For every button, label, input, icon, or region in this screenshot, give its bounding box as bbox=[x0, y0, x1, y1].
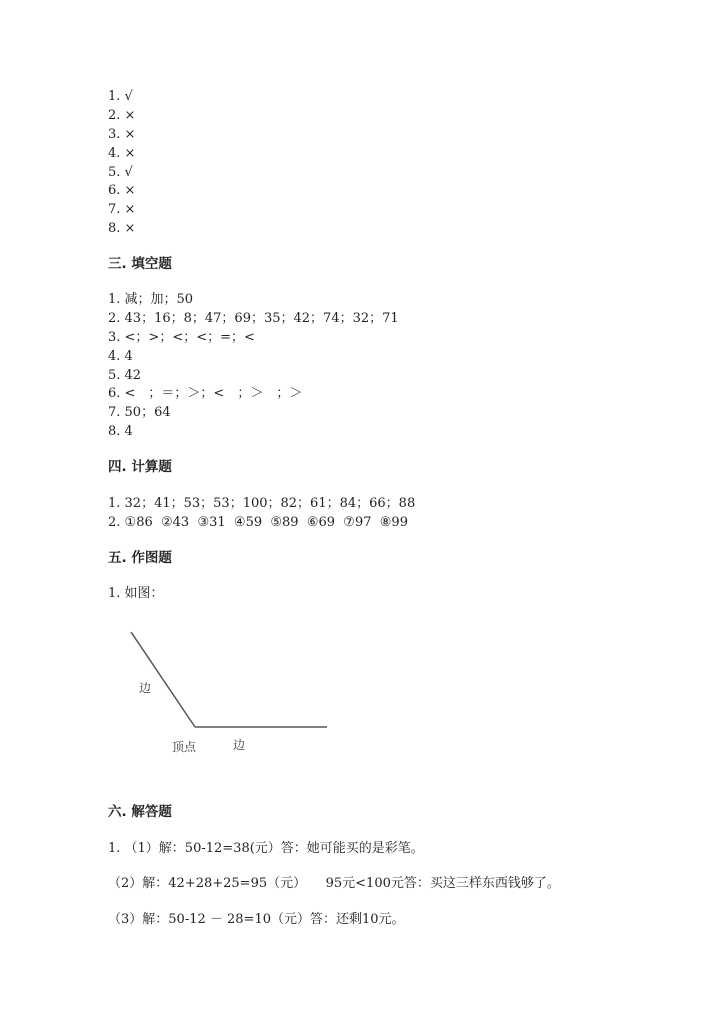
section-3-item-6: 6. < ；＝；＞；< ；＞ ；＞ bbox=[108, 386, 303, 401]
section-3-item-8: 8. 4 bbox=[108, 424, 133, 439]
section-4-item-2: 2. ①86 ②43 ③31 ④59 ⑤89 ⑥69 ⑦97 ⑧99 bbox=[108, 515, 408, 530]
angle-side-1 bbox=[131, 632, 195, 727]
section-6-item-3: （3）解：50-12 － 28=10（元）答：还剩10元。 bbox=[108, 912, 405, 927]
section-4-item-1: 1. 32；41；53；53；100；82；61；84；66；88 bbox=[108, 496, 416, 511]
section-5-item-1: 1. 如图： bbox=[108, 586, 164, 601]
section-3-item-2: 2. 43；16；8；47；69；35；42；74；32；71 bbox=[108, 311, 399, 326]
vertex-label: 顶点 bbox=[172, 740, 197, 754]
judgment-answer-5: 5. √ bbox=[108, 165, 133, 180]
judgment-answer-2: 2. × bbox=[108, 108, 136, 123]
judgment-answer-3: 3. × bbox=[108, 127, 136, 142]
section-3-item-4: 4. 4 bbox=[108, 349, 133, 364]
section-3-item-7: 7. 50；64 bbox=[108, 405, 171, 420]
section-3-item-5: 5. 42 bbox=[108, 368, 142, 383]
section-6-item-1: 1. （1）解：50-12=38(元）答：她可能买的是彩笔。 bbox=[108, 841, 424, 856]
side-label-1: 边 bbox=[139, 681, 152, 695]
section-4-heading: 四. 计算题 bbox=[108, 459, 172, 475]
judgment-answer-7: 7. × bbox=[108, 202, 136, 217]
judgment-answer-8: 8. × bbox=[108, 221, 136, 236]
judgment-answer-4: 4. × bbox=[108, 146, 136, 161]
side-label-2: 边 bbox=[233, 738, 246, 752]
section-3-item-1: 1. 减；加；50 bbox=[108, 292, 194, 307]
section-6-heading: 六. 解答题 bbox=[108, 804, 172, 820]
judgment-answer-1: 1. √ bbox=[108, 89, 133, 104]
section-6-item-2: （2）解：42+28+25=95（元） 95元<100元答：买这三样东西钱够了。 bbox=[108, 876, 560, 891]
section-5-heading: 五. 作图题 bbox=[108, 550, 172, 566]
section-3-heading: 三. 填空题 bbox=[108, 256, 172, 272]
section-3-item-3: 3. <；>；<；<；=；< bbox=[108, 330, 255, 345]
judgment-answer-6: 6. × bbox=[108, 183, 136, 198]
